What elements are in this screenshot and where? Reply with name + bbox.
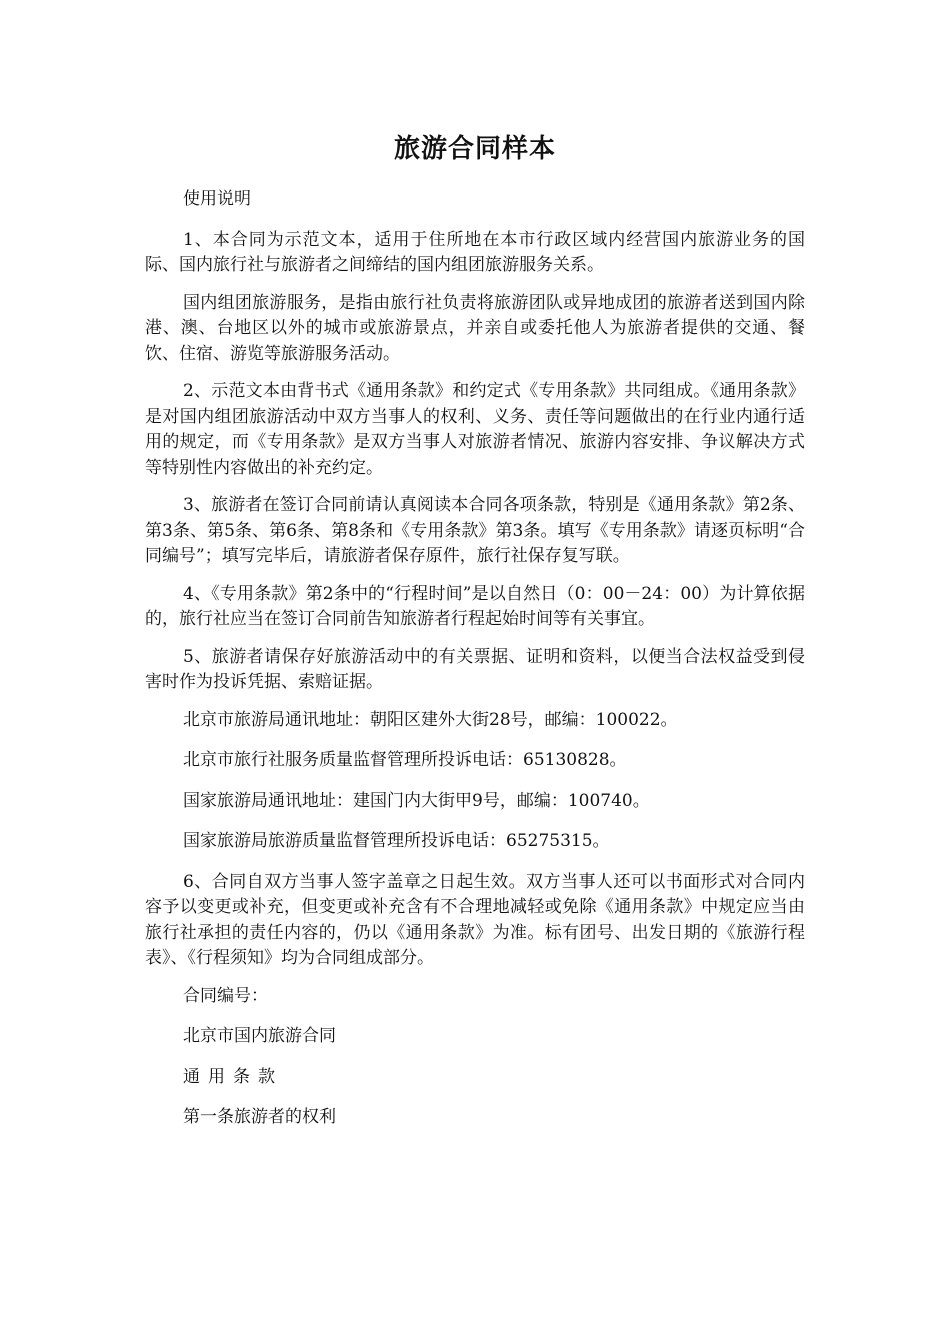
paragraph-note-2: 2、示范文本由背书式《通用条款》和约定式《专用条款》共同组成。《通用条款》是对国内组团旅游活动中双方当事人的权利、义务、责任等问题做出的在行业内通行适用的规定，而《专用条款》是双方当事人对旅游者情况、旅游内容安排、争议解决方式等特别性内容做出的补充约定。 [145, 381, 805, 478]
paragraph-note-3: 3、旅游者在签订合同前请认真阅读本合同各项条款，特别是《通用条款》第2条、第3条、第5条、第6条、第8条和《专用条款》第3条。填写《专用条款》请逐页标明“合同编号”；填写完毕后，请旅游者保存原件，旅行社保存复写联。 [145, 495, 805, 566]
paragraph-note-5: 5、旅游者请保存好旅游活动中的有关票据、证明和资料，以便当合法权益受到侵害时作为投诉凭据、索赔证据。 [145, 646, 805, 692]
section-heading-usage-notes: 使用说明 [183, 189, 251, 209]
general-terms-heading: 通用条款 [183, 1066, 283, 1087]
paragraph-beijing-complaint-phone: 北京市旅行社服务质量监督管理所投诉电话：65130828。 [183, 750, 627, 770]
paragraph-domestic-service-definition: 国内组团旅游服务，是指由旅行社负责将旅游团队或异地成团的旅游者送到国内除港、澳、台地区以外的城市或旅游景点，并亲自或委托他人为旅游者提供的交通、餐饮、住宿、游览等旅游服务活动。 [145, 292, 805, 364]
paragraph-national-address: 国家旅游局通讯地址：建国门内大街甲9号，邮编：100740。 [183, 790, 650, 811]
paragraph-note-4: 4、《专用条款》第2条中的“行程时间”是以自然日（0：00－24：00）为计算依据的，旅行社应当在签订合同前告知旅游者行程起始时间等有关事宜。 [145, 583, 805, 629]
document-body [145, 187, 805, 1146]
contract-name: 北京市国内旅游合同 [183, 1026, 336, 1046]
paragraph-beijing-address: 北京市旅游局通讯地址：朝阳区建外大街28号，邮编：100022。 [183, 709, 678, 730]
contract-number-label: 合同编号： [183, 985, 268, 1006]
paragraph-note-6: 6、合同自双方当事人签字盖章之日起生效。双方当事人还可以书面形式对合同内容予以变更或补充，但变更或补充含有不合理地减轻或免除《通用条款》中规定应当由旅行社承担的责任内容的，仍以《通用条款》为准。标有团号、出发日期的《旅游行程表》、《行程须知》均为合同组成部分。 [145, 871, 805, 968]
article-1-heading: 第一条旅游者的权利 [183, 1107, 336, 1127]
paragraph-note-1: 1、本合同为示范文本，适用于住所地在本市行政区域内经营国内旅游业务的国际、国内旅行社与旅游者之间缔结的国内组团旅游服务关系。 [145, 229, 805, 275]
paragraph-national-complaint-phone: 国家旅游局旅游质量监督管理所投诉电话：65275315。 [183, 831, 610, 851]
document-title: 旅游合同样本 [393, 134, 556, 164]
